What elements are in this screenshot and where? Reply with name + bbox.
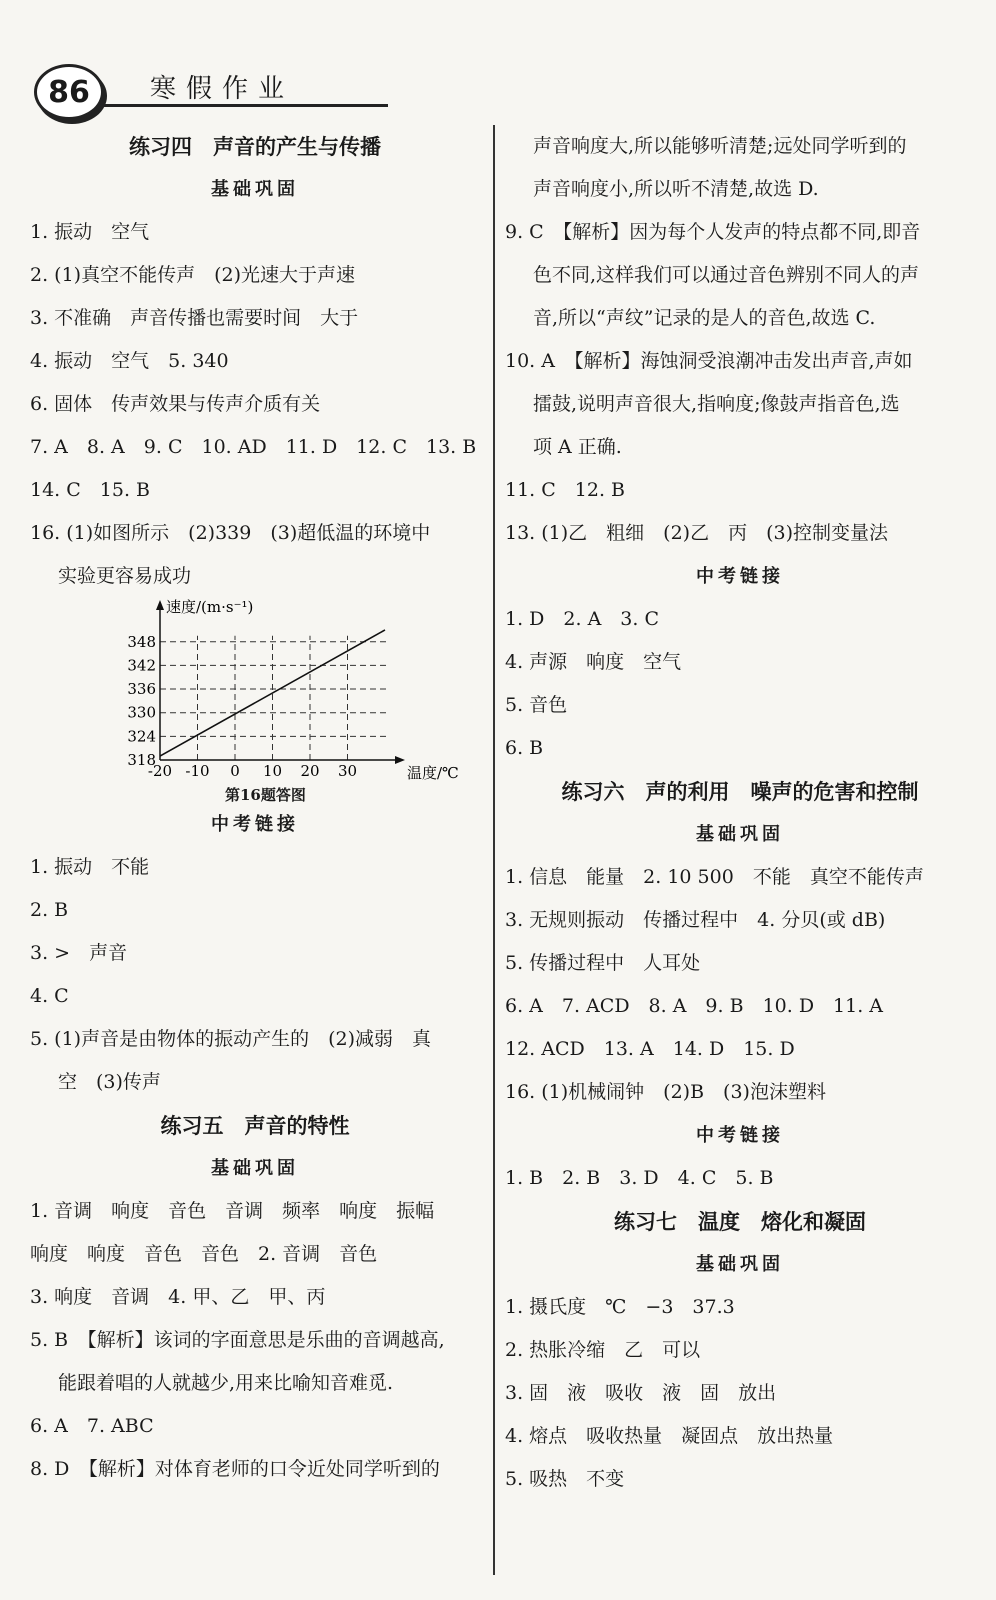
column-divider (493, 125, 495, 1575)
right-column (505, 125, 975, 1501)
answer-line: 声音响度大,所以能够听清楚;远处同学听到的 (533, 135, 907, 157)
y-tick-label: 318 (127, 751, 156, 769)
answer-line: 2. B (30, 899, 69, 921)
x-tick-label: -10 (185, 762, 210, 780)
subsection-title: 基础巩固 (211, 1158, 299, 1179)
answer-line: 3. 不准确 声音传播也需要时间 大于 (30, 307, 359, 329)
page-number: 86 (48, 75, 90, 110)
answer-line: 音,所以“声纹”记录的是人的音色,故选 C. (533, 307, 876, 329)
answer-line: 8. D 【解析】对体育老师的口令近处同学听到的 (30, 1458, 440, 1480)
answer-line: 1. 振动 不能 (30, 856, 150, 878)
answer-line: 4. C (30, 985, 69, 1007)
answer-line: 1. D 2. A 3. C (505, 608, 659, 630)
answer-line: 色不同,这样我们可以通过音色辨别不同人的声 (533, 264, 920, 286)
x-tick-label: 30 (337, 762, 358, 780)
y-tick-label: 348 (127, 632, 156, 651)
answer-line: 5. (1)声音是由物体的振动产生的 (2)减弱 真 (30, 1028, 431, 1050)
answer-line: 11. C 12. B (505, 479, 626, 501)
x-axis-label: 温度/℃ (407, 764, 459, 782)
answer-line: 4. 振动 空气 5. 340 (30, 350, 229, 372)
answer-line: 1. 信息 能量 2. 10 500 不能 真空不能传声 (505, 866, 924, 888)
page-number-badge (34, 64, 104, 120)
section-title: 练习四 声音的产生与传播 (129, 134, 381, 159)
answer-line: 14. C 15. B (30, 479, 151, 501)
answer-line: 5. 音色 (505, 694, 568, 716)
x-tick-label: -20 (147, 762, 173, 780)
subsection-title: 基础巩固 (211, 179, 299, 200)
answer-line: 1. 振动 空气 (30, 221, 150, 243)
answer-line: 16. (1)机械闹钟 (2)B (3)泡沫塑料 (505, 1081, 826, 1103)
answer-line: 实验更容易成功 (58, 565, 192, 587)
answer-line: 3. > 声音 (30, 942, 128, 964)
answer-line: 13. (1)乙 粗细 (2)乙 丙 (3)控制变量法 (505, 522, 888, 544)
section-title: 练习七 温度 熔化和凝固 (614, 1209, 866, 1234)
x-tick-label: 0 (230, 762, 240, 780)
answer-line: 9. C 【解析】因为每个人发声的特点都不同,即音 (505, 221, 921, 243)
chart-svg (30, 598, 480, 783)
answer-line: 5. B 【解析】该词的字面意思是乐曲的音调越高, (30, 1329, 445, 1351)
left-column (30, 125, 480, 1491)
answer-line: 声音响度小,所以听不清楚,故选 D. (533, 178, 819, 200)
section-title: 练习五 声音的特性 (160, 1113, 350, 1138)
y-axis-label: 速度/(m·s⁻¹) (166, 598, 254, 616)
answer-line: 能跟着唱的人就越少,用来比喻知音难觅. (58, 1372, 394, 1394)
answer-line: 6. 固体 传声效果与传声介质有关 (30, 393, 321, 415)
subsection-title: 中考链接 (211, 814, 299, 835)
y-tick-label: 342 (127, 656, 156, 675)
subsection-title: 基础巩固 (696, 824, 784, 845)
answer-line: 4. 声源 响度 空气 (505, 651, 682, 673)
x-axis-arrow (395, 756, 405, 764)
answer-line: 3. 无规则振动 传播过程中 4. 分贝(或 dB) (505, 909, 886, 931)
answer-line: 6. A 7. ACD 8. A 9. B 10. D 11. A (505, 995, 884, 1017)
answer-line: 12. ACD 13. A 14. D 15. D (505, 1038, 795, 1060)
subsection-title: 中考链接 (696, 1125, 784, 1146)
x-tick-label: 10 (262, 762, 283, 780)
answer-line: 项 A 正确. (533, 436, 622, 458)
answer-line: 3. 固 液 吸收 液 固 放出 (505, 1382, 777, 1404)
answer-line: 响度 响度 音色 音色 2. 音调 音色 (30, 1243, 378, 1265)
answer-line: 4. 熔点 吸收热量 凝固点 放出热量 (505, 1425, 834, 1447)
y-tick-label: 330 (127, 703, 156, 722)
answer-line: 1. B 2. B 3. D 4. C 5. B (505, 1167, 774, 1189)
subsection-title: 中考链接 (696, 566, 784, 587)
y-axis-arrow (156, 600, 164, 610)
subsection-title: 基础巩固 (696, 1254, 784, 1275)
answer-line: 16. (1)如图所示 (2)339 (3)超低温的环境中 (30, 522, 431, 544)
answer-line: 5. 吸热 不变 (505, 1468, 625, 1490)
x-tick-label: 20 (300, 762, 320, 780)
answer-line: 7. A 8. A 9. C 10. AD 11. D 12. C 13. B (30, 436, 477, 458)
answer-line: 5. 传播过程中 人耳处 (505, 952, 701, 974)
answer-line: 2. 热胀冷缩 乙 可以 (505, 1339, 701, 1361)
answer-line: 2. (1)真空不能传声 (2)光速大于声速 (30, 264, 355, 286)
speed-temperature-chart (30, 598, 480, 803)
figure-caption: 第16题答图 (225, 786, 306, 804)
answer-line: 6. B (505, 737, 544, 759)
y-tick-label: 336 (127, 680, 156, 699)
section-title: 练习六 声的利用 噪声的危害和控制 (561, 779, 919, 804)
answer-line: 1. 音调 响度 音色 音调 频率 响度 振幅 (30, 1200, 435, 1222)
answer-line: 3. 响度 音调 4. 甲、乙 甲、丙 (30, 1286, 326, 1308)
answer-line: 空 (3)传声 (58, 1071, 161, 1093)
answer-line: 6. A 7. ABC (30, 1415, 154, 1437)
answer-line: 擂鼓,说明声音很大,指响度;像鼓声指音色,选 (533, 393, 900, 415)
header-title: 寒假作业 (150, 74, 295, 104)
page-header (30, 60, 360, 120)
header-rule (102, 104, 388, 107)
answer-line: 1. 摄氏度 ℃ −3 37.3 (505, 1296, 735, 1318)
answer-line: 10. A 【解析】海蚀洞受浪潮冲击发出声音,声如 (505, 350, 913, 372)
y-tick-label: 324 (127, 727, 156, 746)
